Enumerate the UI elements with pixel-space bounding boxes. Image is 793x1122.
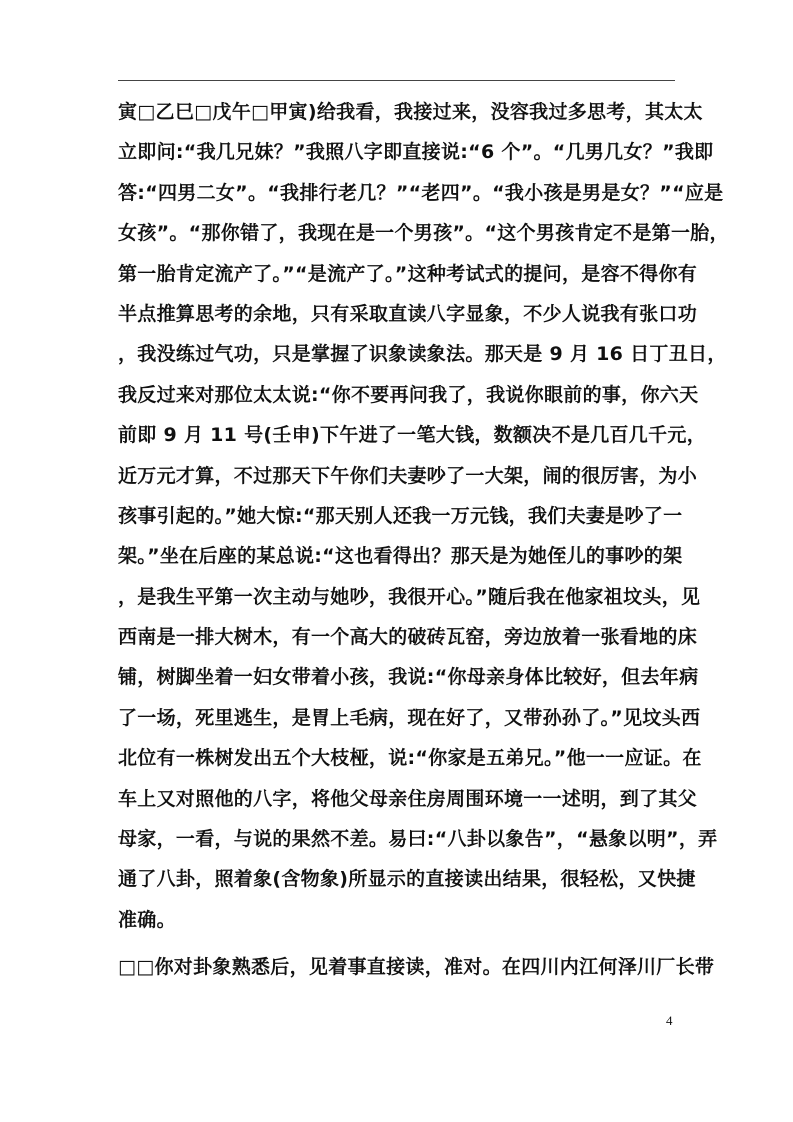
text-line: 前即 9 月 11 号(壬申)下午进了一笔大钱，数额决不是几百几千元， [118,424,706,447]
text-line: 第一胎肯定流产了。”“是流产了。”这种考试式的提问，是容不得你有 [118,262,698,285]
text-line: □□你对卦象熟悉后，见着事直接读，准对。在四川内江何泽川厂长带 [118,956,715,979]
text-line: 准确。 [118,908,176,931]
text-line: 寅□乙巳□戊午□甲寅)给我看，我接过来，没容我过多思考，其太太 [118,101,703,123]
page-number: 4 [666,1013,673,1028]
header-rule [118,80,675,81]
text-line: ，我没练过气功，只是掌握了识象读象法。那天是 9 月 16 日丁丑日， [118,343,727,366]
text-line: 母家，一看，与说的果然不差。易曰:“八卦以象告”，“悬象以明”，弄 [118,828,718,851]
text-line: 近万元才算，不过那天下午你们夫妻吵了一大架，闹的很厉害，为小 [118,464,698,487]
text-line: 半点推算思考的余地，只有采取直读八字显象，不少人说我有张口功 [118,302,698,325]
text-line: 架。”坐在后座的某总说:“这也看得出？那天是为她侄儿的事吵的架 [118,545,683,568]
text-line: 车上又对照他的八字，将他父母亲住房周围环境一一述明，到了其父 [118,787,698,810]
text-line: 孩事引起的。”她大惊:“那天别人还我一万元钱，我们夫妻是吵了一 [118,504,683,527]
text-line: 了一场，死里逃生，是胃上毛病，现在好了，又带孙孙了。”见坟头西 [118,706,701,729]
text-line: 立即问:“我几兄妹？”我照八字即直接说:“6 个”。“几男几女？”我即 [118,141,714,164]
text-line: 北位有一株树发出五个大枝桠，说:“你家是五弟兄。”他一一应证。在 [118,747,702,770]
text-line: ，是我生平第一次主动与她吵，我很开心。”随后我在他家祖坟头，见 [118,585,701,608]
text-line: 答:“四男二女”。“我排行老几？”“老四”。“我小孩是男是女？”“应是 [118,181,724,204]
text-line: 西南是一排大树木，有一个高大的破砖瓦窑，旁边放着一张看地的床 [118,626,698,649]
text-line: 我反过来对那位太太说:“你不要再问我了，我说你眼前的事，你六天 [118,383,699,406]
text-line: 通了八卦，照着象(含物象)所显示的直接读出结果，很轻松，又快捷 [118,868,696,891]
text-line: 女孩”。“那你错了，我现在是一个男孩”。“这个男孩肯定不是第一胎， [118,222,729,245]
text-line: 铺，树脚坐着一妇女带着小孩，我说:“你母亲身体比较好，但去年病 [118,666,699,689]
body-text [118,92,729,988]
